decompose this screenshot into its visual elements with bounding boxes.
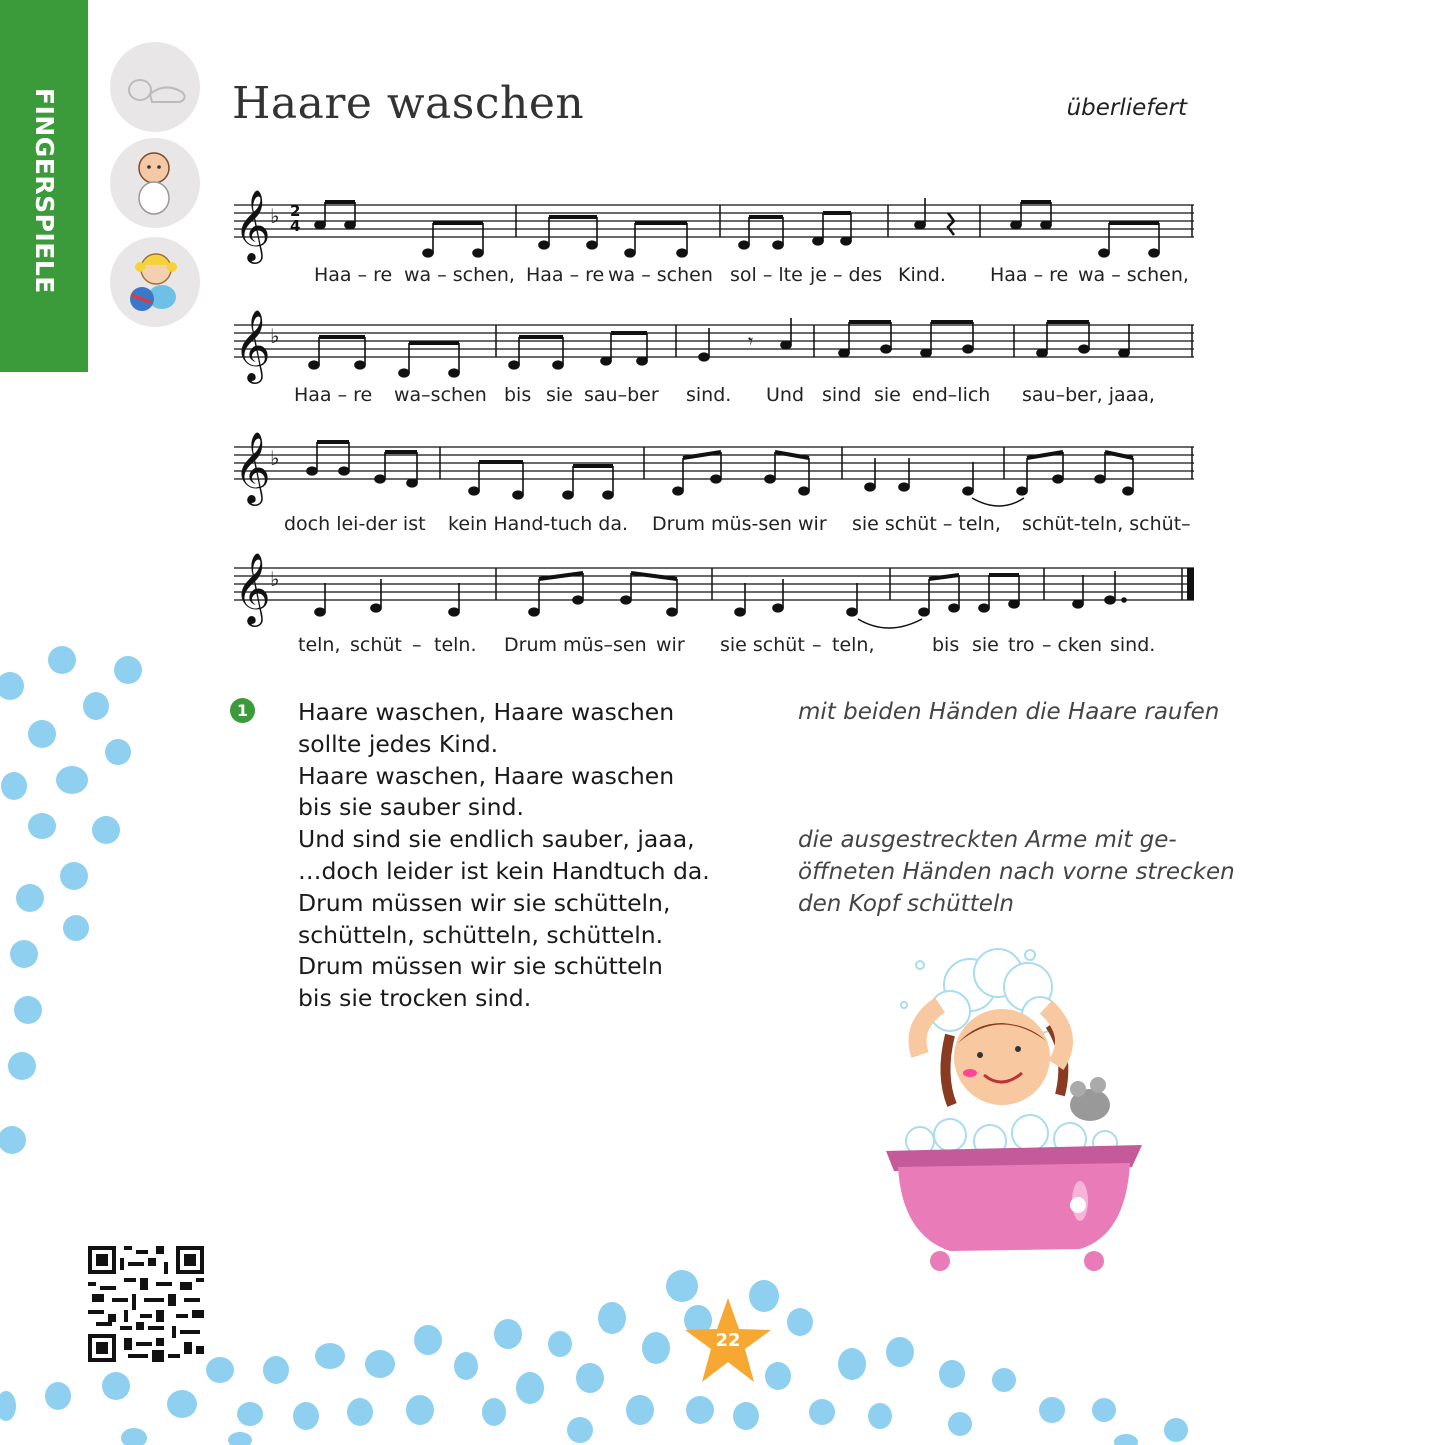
lyric: – cken — [1042, 634, 1103, 656]
svg-text:𝄾: 𝄾 — [748, 329, 754, 353]
lyric: bis — [932, 634, 960, 656]
lyric: Kind. — [898, 264, 946, 286]
verse-line: schütteln, schütteln, schütteln. — [298, 920, 664, 949]
verse-number-badge: 1 — [230, 698, 255, 723]
lyric: Haa – re — [294, 384, 373, 406]
action-instruction: mit beiden Händen die Haare raufen — [798, 699, 1220, 725]
lyric: sie — [874, 384, 901, 406]
svg-text:𝄞: 𝄞 — [234, 430, 271, 503]
svg-text:2: 2 — [290, 202, 301, 220]
lyric: tro — [1008, 634, 1035, 656]
lyric: – — [812, 634, 822, 656]
svg-text:4: 4 — [290, 217, 301, 235]
verse-line: Haare waschen, Haare waschen — [298, 698, 675, 726]
lyric: sol – lte — [730, 264, 803, 286]
section-tab — [0, 0, 88, 372]
svg-text:♭: ♭ — [270, 324, 280, 348]
lyric: schüt — [350, 634, 402, 656]
lyrics-line-4 — [232, 634, 1197, 664]
page-number: 22 — [715, 1330, 741, 1351]
lyric: sau–ber — [584, 384, 659, 406]
action-instruction: die ausgestreckten Arme mit ge- — [798, 827, 1177, 853]
verse-line: sollte jedes Kind. — [298, 729, 499, 758]
sleeping-baby-icon — [110, 42, 200, 132]
verse-line: bis sie trocken sind. — [298, 984, 532, 1013]
section-tab-label: FINGERSPIELE — [30, 88, 59, 294]
verse-line: bis sie sauber sind. — [298, 793, 524, 822]
verse-line: Und sind sie endlich sauber, jaaa, — [298, 825, 695, 854]
girl-in-bathtub-illustration — [880, 945, 1150, 1275]
song-title: Haare waschen — [232, 78, 585, 129]
qr-code[interactable] — [88, 1246, 204, 1362]
lyric: sie schüt – teln, — [852, 513, 1001, 535]
lyric: sind. — [686, 384, 732, 406]
lyric: wir — [656, 634, 685, 656]
svg-text:♭: ♭ — [270, 567, 280, 591]
lyric: doch lei-der ist — [284, 513, 426, 535]
verse-line: Drum müssen wir sie schütteln — [298, 952, 663, 981]
svg-text:♭: ♭ — [270, 204, 280, 228]
lyric: teln. — [434, 634, 477, 656]
lyric: end–lich — [912, 384, 991, 406]
action-instruction: öffneten Händen nach vorne strecken — [798, 859, 1235, 885]
lyric: wa–schen — [394, 384, 487, 406]
verse-text — [298, 697, 710, 1015]
lyric: wa – schen, — [1078, 264, 1189, 286]
lyric: kein Hand-tuch da. — [448, 513, 629, 535]
lyric: je – des — [810, 264, 883, 286]
lyric: sie — [972, 634, 999, 656]
lyric: wa – schen — [608, 264, 713, 286]
crawling-baby-icon — [110, 138, 200, 228]
lyric: teln, — [298, 634, 341, 656]
verse-line: …doch leider ist kein Handtuch da. — [298, 856, 710, 885]
toddler-with-ball-icon — [110, 237, 200, 327]
verse-line: Drum müssen wir sie schütteln, — [298, 888, 671, 917]
lyric: sind. — [1110, 634, 1156, 656]
lyric: Haa – re — [990, 264, 1069, 286]
lyric: wa – schen, — [404, 264, 515, 286]
song-source: überliefert — [1066, 95, 1187, 121]
lyric: teln, — [832, 634, 875, 656]
lyric: sau–ber, jaaa, — [1022, 384, 1155, 406]
action-instruction: den Kopf schütteln — [798, 891, 1014, 917]
lyric: – — [412, 634, 422, 656]
lyric: bis — [504, 384, 532, 406]
svg-text:𝄞: 𝄞 — [234, 308, 271, 381]
decorative-dots — [0, 640, 150, 1160]
lyric: sie schüt — [720, 634, 805, 656]
lyric: Drum müs-sen wir — [652, 513, 827, 535]
lyrics-line-2 — [232, 384, 1197, 414]
svg-text:𝄞: 𝄞 — [234, 188, 271, 261]
lyric: Haa – re — [314, 264, 393, 286]
lyrics-line-3 — [232, 513, 1197, 543]
verse-line: Haare waschen, Haare waschen — [298, 761, 675, 790]
svg-text:♭: ♭ — [270, 446, 280, 470]
lyric: Haa – re — [526, 264, 605, 286]
lyrics-line-1 — [232, 264, 1197, 294]
lyric: sie — [546, 384, 573, 406]
svg-text:𝄞: 𝄞 — [234, 551, 271, 624]
lyric: schüt-teln, schüt– — [1022, 513, 1191, 535]
lyric: sind — [822, 384, 862, 406]
lyric: Drum müs–sen — [504, 634, 647, 656]
lyric: Und — [766, 384, 805, 406]
